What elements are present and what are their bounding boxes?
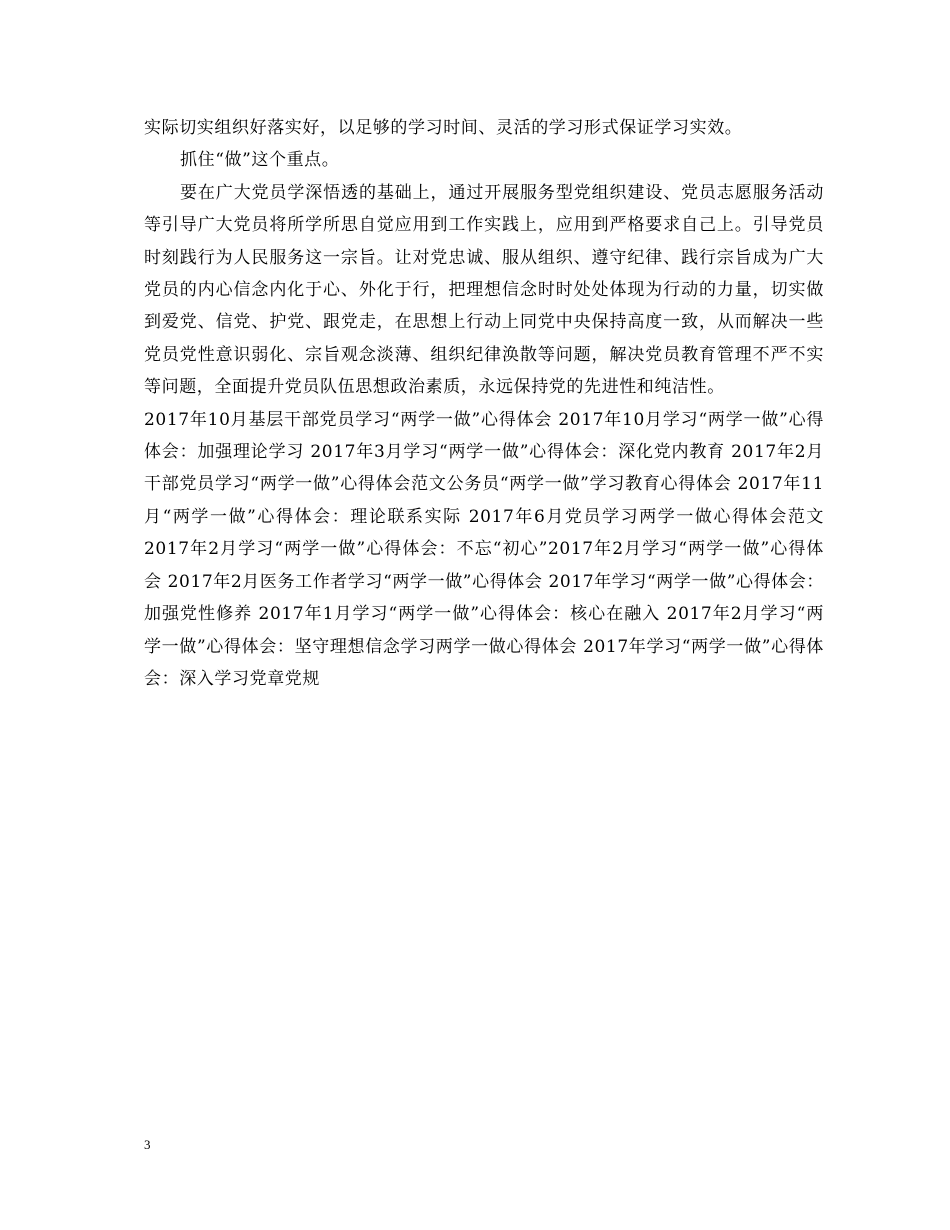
body-text	[144, 112, 824, 695]
paragraph-related-titles: 2017年10月基层干部党员学习“两学一做”心得体会 2017年10月学习“两学一做”心得体会：加强理论学习 2017年3月学习“两学一做”心得体会：深化党内教育 2017年2月干部党员学习“两学一做”心得体会范文公务员“两学一做”学习教育心得体会 2017年11月“两学一做”心得体会：理论联系实际 2017年6月党员学习两学一做心得体会范文 2017年2月学习“两学一做”心得体会：不忘“初心”2017年2月学习“两学一做”心得体会 2017年2月医务工作者学习“两学一做”心得体会 2017年学习“两学一做”心得体会：加强党性修养 2017年1月学习“两学一做”心得体会：核心在融入 2017年2月学习“两学一做”心得体会：坚守理想信念学习两学一做心得体会 2017年学习“两学一做”心得体会：深入学习党章党规	[144, 409, 824, 689]
paragraph-heading-do: 抓住“做”这个重点。	[180, 150, 340, 171]
paragraph-main: 要在广大党员学深悟透的基础上，通过开展服务型党组织建设、党员志愿服务活动等引导广大党员将所学所思自觉应用到工作实践上，应用到严格要求自己上。引导党员时刻践行为人民服务这一宗旨。让对党忠诚、服从组织、遵守纪律、践行宗旨成为广大党员的内心信念内化于心、外化于行，把理想信念时时处处体现为行动的力量，切实做到爱党、信党、护党、跟党走，在思想上行动上同党中央保持高度一致，从而解决一些党员党性意识弱化、宗旨观念淡薄、组织纪律涣散等问题，解决党员教育管理不严不实等问题，全面提升党员队伍思想政治素质，永远保持党的先进性和纯洁性。	[144, 182, 824, 398]
paragraph-continuation: 实际切实组织好落实好，以足够的学习时间、灵活的学习形式保证学习实效。	[144, 118, 743, 138]
page-number: 3	[144, 1137, 151, 1152]
